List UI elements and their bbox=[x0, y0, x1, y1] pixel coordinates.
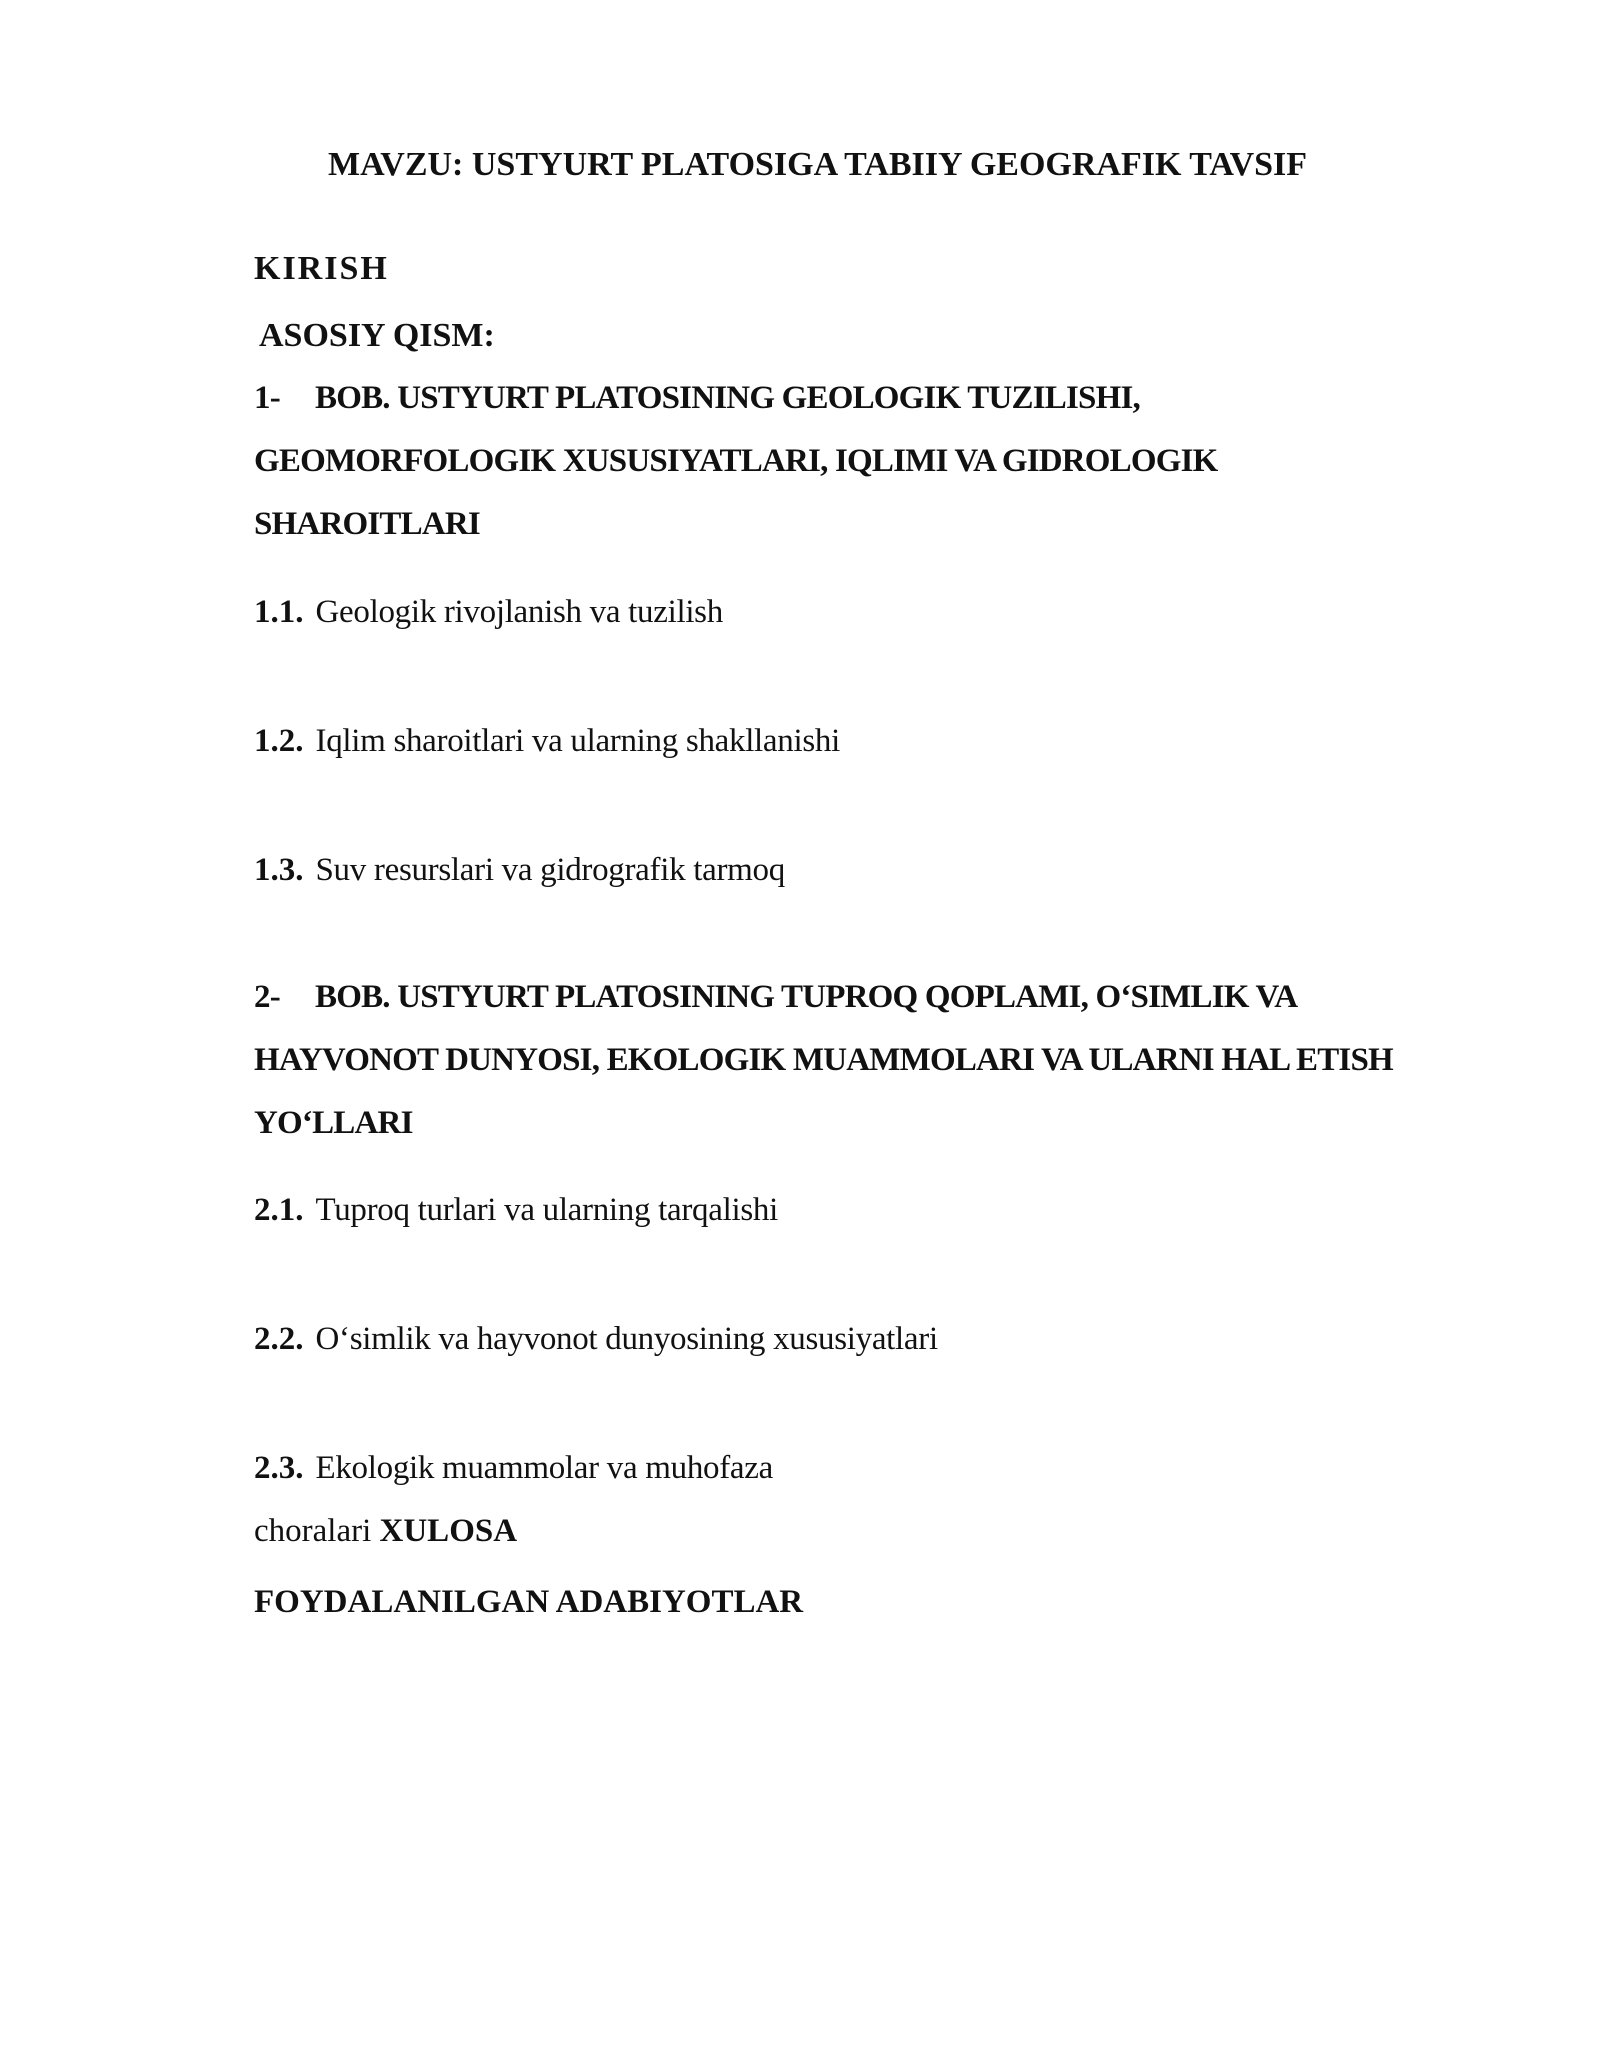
main-part-heading: ASOSIY QISM: bbox=[259, 317, 495, 354]
section-2-1 bbox=[254, 1192, 778, 1229]
section-title: Geologik rivojlanish va tuzilish bbox=[315, 594, 723, 630]
section-1-1 bbox=[254, 594, 723, 631]
section-continuation-text: choralari bbox=[254, 1513, 372, 1549]
chapter-2-title: BOB. USTYURT PLATOSINING TUPROQ QOPLAMI, O‘SIMLIK VA HAYVONOT DUNYOSI, EKOLOGIK MUAMMOLARI VA ULARNI HAL ETISH YO‘LLARI bbox=[254, 979, 1393, 1141]
section-number: 2.2. bbox=[254, 1321, 304, 1357]
section-number: 2.3. bbox=[254, 1450, 304, 1486]
section-title: Iqlim sharoitlari va ularning shakllanishi bbox=[315, 723, 840, 759]
section-title: Tuproq turlari va ularning tarqalishi bbox=[315, 1192, 778, 1228]
section-title: O‘simlik va hayvonot dunyosining xususiyatlari bbox=[315, 1321, 938, 1357]
section-number: 1.2. bbox=[254, 723, 304, 759]
chapter-2-number: 2- bbox=[254, 979, 280, 1015]
chapter-1-heading bbox=[254, 367, 1404, 556]
section-1-3 bbox=[254, 852, 785, 889]
chapter-1-title: BOB. USTYURT PLATOSINING GEOLOGIK TUZILISHI, GEOMORFOLOGIK XUSUSIYATLARI, IQLIMI VA GIDROLOGIK SHAROITLARI bbox=[254, 380, 1218, 542]
references-heading: FOYDALANILGAN ADABIYOTLAR bbox=[254, 1584, 804, 1620]
section-1-2 bbox=[254, 723, 840, 760]
section-number: 1.3. bbox=[254, 852, 304, 888]
intro-heading: KIRISH bbox=[254, 250, 389, 287]
chapter-1-number: 1- bbox=[254, 380, 280, 416]
chapter-2-heading bbox=[254, 966, 1404, 1155]
section-title: Suv resurslari va gidrografik tarmoq bbox=[315, 852, 785, 888]
document-title: MAVZU: USTYURT PLATOSIGA TABIIY GEOGRAFIK TAVSIF bbox=[328, 146, 1308, 183]
section-title: Ekologik muammolar va muhofaza bbox=[315, 1450, 773, 1486]
section-number: 2.1. bbox=[254, 1192, 304, 1228]
section-number: 1.1. bbox=[254, 594, 304, 630]
section-2-2 bbox=[254, 1321, 938, 1358]
section-2-3 bbox=[254, 1450, 773, 1487]
section-2-3-continuation bbox=[254, 1513, 517, 1550]
conclusion-heading: XULOSA bbox=[379, 1513, 518, 1549]
